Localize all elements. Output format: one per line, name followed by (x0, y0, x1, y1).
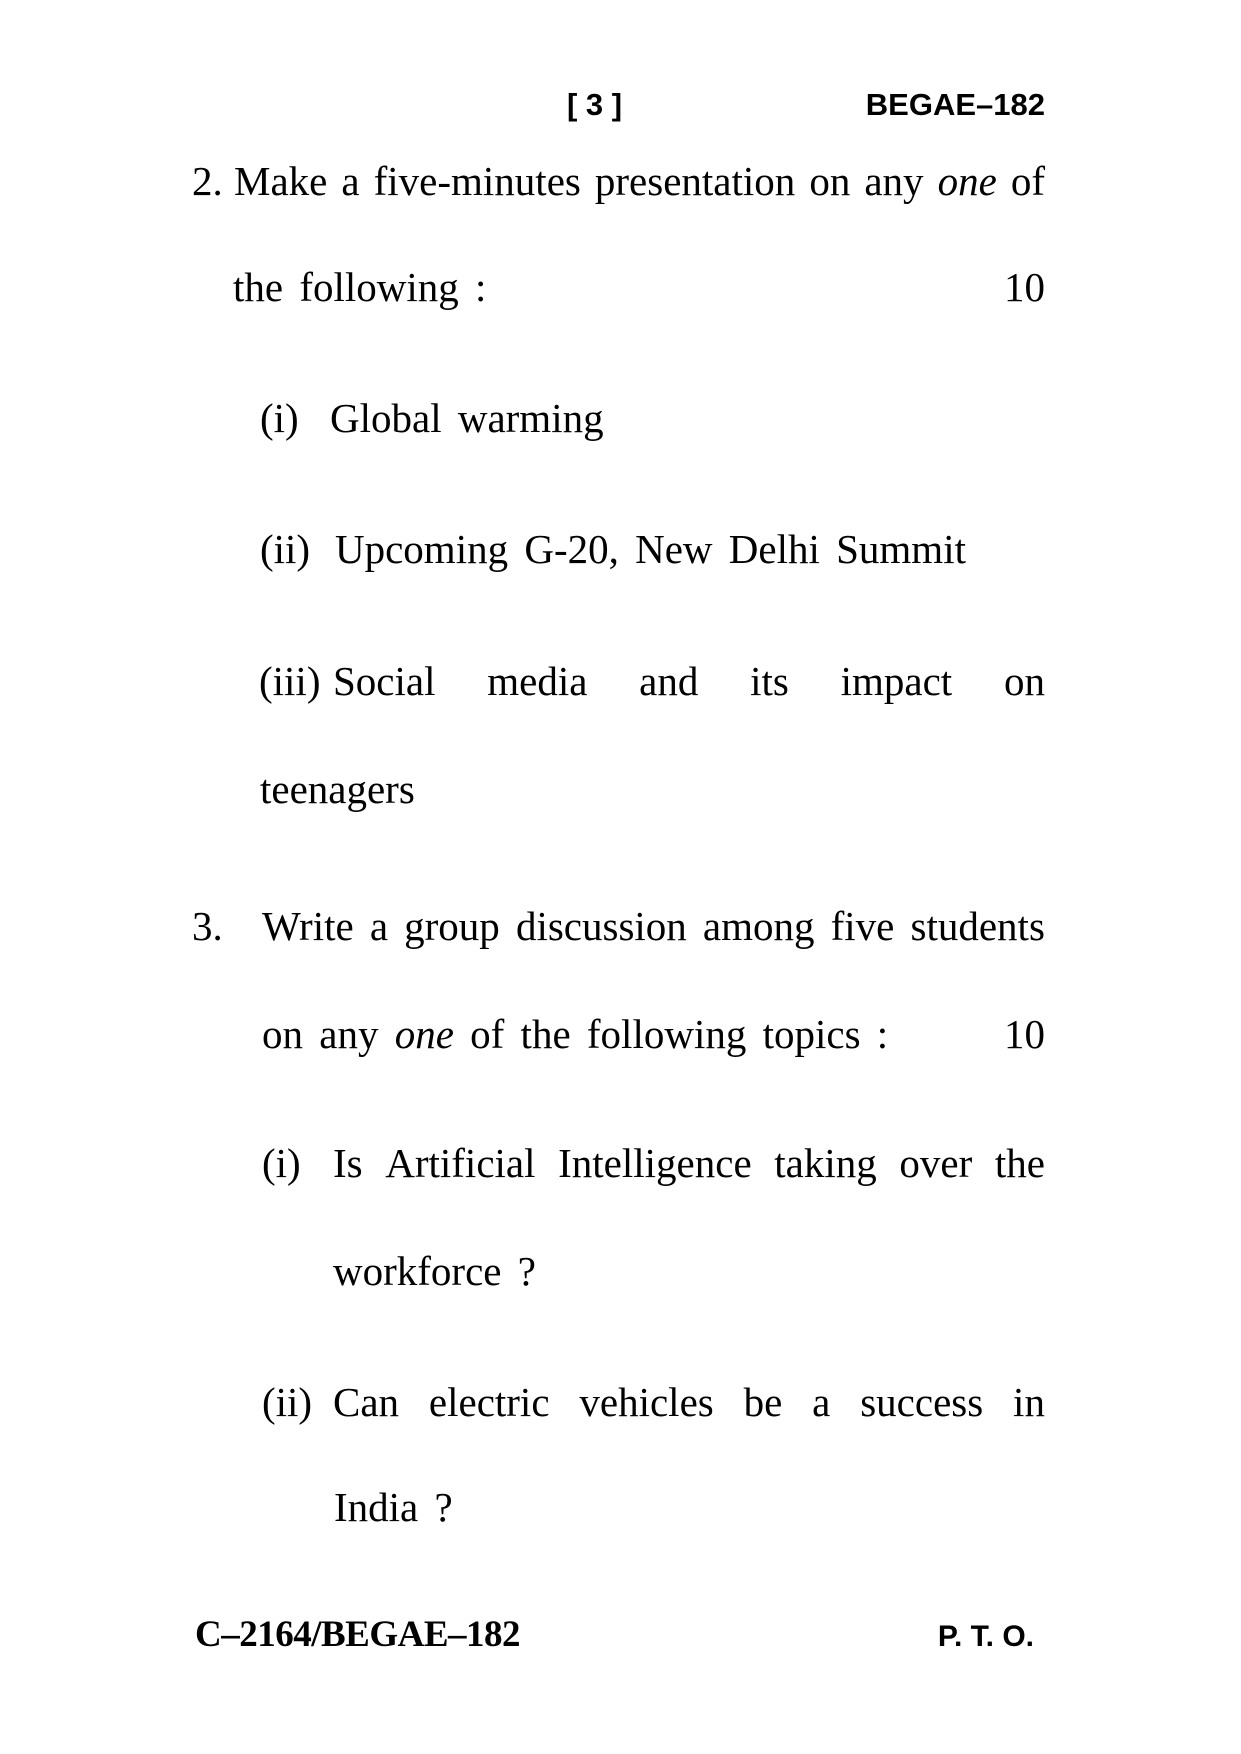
word: Artificial (385, 1140, 536, 1186)
q2-item-iii-line2: teenagers (260, 766, 415, 812)
word: media (487, 658, 588, 704)
word: vehicles (579, 1379, 714, 1425)
word: Write (262, 903, 354, 949)
question-3-stem-line1 (262, 902, 1045, 951)
q3-item-i-marker: (i) (262, 1140, 301, 1186)
question-2-stem-line1 (234, 157, 1045, 206)
word: taking (774, 1140, 877, 1186)
word: a (812, 1379, 831, 1425)
word: and (639, 658, 699, 704)
q2-item-i-marker: (i) (260, 395, 299, 441)
word: Social (333, 658, 436, 704)
q2-item-ii-marker: (ii) (260, 526, 311, 572)
word: the (994, 1140, 1045, 1186)
word: a (369, 903, 389, 949)
word: students (910, 903, 1045, 949)
course-code: BEGAE–182 (865, 87, 1045, 122)
word: on (809, 158, 851, 204)
question-3-stem-line2 (262, 1010, 888, 1059)
word: be (743, 1379, 783, 1425)
q2-item-i-text: Global warming (330, 395, 604, 441)
word: impact (840, 658, 953, 704)
word: discussion (515, 903, 687, 949)
word: of (1010, 158, 1045, 204)
footer-paper-code: C–2164/BEGAE–182 (195, 1614, 521, 1655)
text-segment: one (394, 1011, 454, 1057)
word: five-minutes (373, 158, 581, 204)
word: Intelligence (558, 1140, 752, 1186)
word: among (702, 903, 815, 949)
word: any (864, 158, 924, 204)
word: presentation (594, 158, 796, 204)
word: a (341, 158, 360, 204)
footer-pto: P. T. O. (937, 1620, 1034, 1653)
text-segment: on any (262, 1011, 395, 1057)
q3-item-ii-marker: (ii) (262, 1379, 313, 1425)
q2-item-iii-marker: (iii) (259, 658, 321, 704)
word: five (830, 903, 895, 949)
question-3-marks: 10 (1004, 1011, 1045, 1057)
question-3-number: 3. (192, 903, 223, 949)
q3-item-i-line1 (333, 1139, 1045, 1188)
text-segment: of the following topics : (453, 1011, 889, 1057)
word: group (404, 903, 500, 949)
question-2-marks: 10 (1004, 264, 1045, 310)
word: over (899, 1140, 973, 1186)
question-2-number: 2. (192, 158, 223, 204)
word: in (1013, 1379, 1045, 1425)
word: success (860, 1379, 984, 1425)
page-number: [ 3 ] (567, 87, 623, 122)
word: Make (234, 158, 328, 204)
q2-item-ii-text: Upcoming G-20, New Delhi Summit (335, 526, 966, 572)
question-2-stem-line2: the following : (233, 264, 487, 310)
word: electric (428, 1379, 550, 1425)
q3-item-ii-line2: India ? (334, 1484, 453, 1530)
word: Can (333, 1379, 400, 1425)
q3-item-ii-line1 (333, 1378, 1045, 1427)
word: one (937, 158, 997, 204)
q2-item-iii-line1 (333, 657, 1045, 706)
q3-item-i-line2: workforce ? (333, 1248, 536, 1294)
word: on (1003, 658, 1045, 704)
word: its (750, 658, 789, 704)
word: Is (333, 1140, 363, 1186)
